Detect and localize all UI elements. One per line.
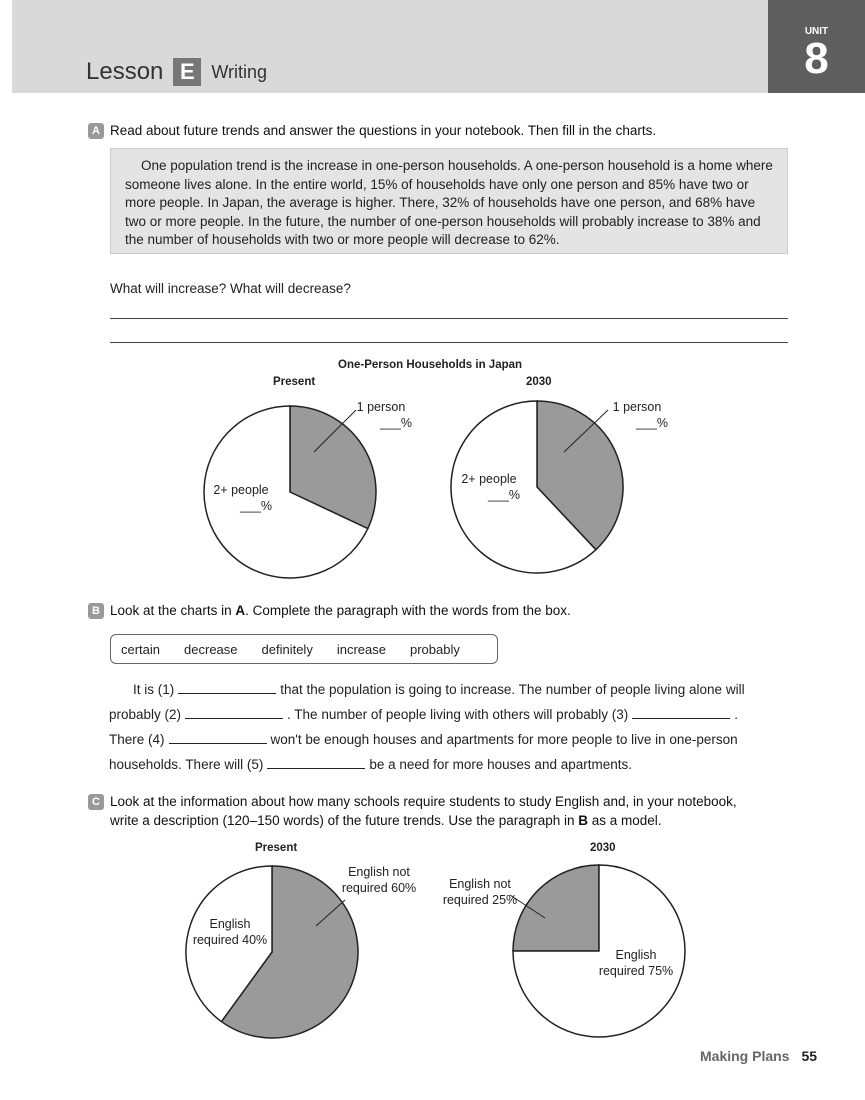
reading-passage: One population trend is the increase in one-person households. A one-person household is a home where someone lives alone. In the entire world, 15% of households have only one person and 85% have two or more people. In Japan, the average is higher. There, 32% of households have one person, and 68% have two or more people. In the future, the number of one-person households will probably increase to 38% and the number of households with two or more people will decrease to 62%. — [110, 148, 788, 254]
chart-c-future-label: 2030 — [590, 842, 616, 854]
word-item: decrease — [184, 641, 238, 657]
word-item: increase — [336, 641, 386, 657]
lesson-subtitle: Writing — [211, 61, 268, 82]
section-c-instruction: Look at the information about how many schools require students to study English and, in your notebook, write a description (120–150 words) of the future trends. Use the paragraph in B as a model. — [110, 794, 737, 828]
question-text: What will increase? What will decrease? — [110, 281, 351, 296]
label-two-plus-present: 2+ people ___% — [213, 483, 272, 513]
label-future-required: English required 75% — [598, 948, 674, 978]
chart-c-present-label: Present — [255, 842, 298, 854]
section-b-instruction: Look at the charts in A. Complete the paragraph with the words from the box. — [110, 603, 571, 618]
word-item: definitely — [261, 641, 313, 657]
section-a-letter: A — [88, 123, 104, 139]
paragraph-line-4: households. There will (5) be a need for more houses and apartments. — [109, 757, 632, 772]
pie-slice — [513, 865, 599, 951]
word-item: certain — [121, 641, 161, 657]
label-present-required: English required 40% — [192, 917, 268, 947]
chart-present-label: Present — [273, 376, 316, 388]
section-b-letter: B — [88, 603, 104, 619]
label-present-not-required: English not required 60% — [341, 865, 417, 895]
blank-2[interactable] — [185, 707, 283, 719]
blank-3[interactable] — [632, 707, 730, 719]
section-a-instruction: Read about future trends and answer the questions in your notebook. Then fill in the charts. — [110, 123, 657, 138]
lesson-word: Lesson — [86, 58, 164, 85]
paragraph-line-1: It is (1) that the population is going to increase. The number of people living alone will — [133, 682, 745, 697]
page-number: 55 — [801, 1048, 818, 1064]
paragraph-line-3: There (4) won't be enough houses and apartments for more people to live in one-person — [109, 732, 738, 747]
blank-4[interactable] — [169, 732, 267, 744]
unit-number: 8 — [804, 34, 829, 83]
lesson-letter-badge: E — [173, 58, 201, 86]
blank-5[interactable] — [267, 757, 365, 769]
page-footer — [700, 1048, 817, 1064]
footer-unit-title: Making Plans — [700, 1048, 790, 1064]
label-one-person-2030: 1 person ___% — [612, 400, 668, 430]
word-item: probably — [409, 641, 460, 657]
word-box — [110, 634, 498, 664]
label-one-person-present: 1 person ___% — [356, 400, 412, 430]
label-future-not-required: English not required 25% — [442, 877, 518, 907]
paragraph-line-2: probably (2) . The number of people living with others will probably (3) . — [109, 707, 738, 722]
chart-future-label: 2030 — [526, 376, 552, 388]
section-c-letter: C — [88, 794, 104, 810]
label-two-plus-2030: 2+ people ___% — [461, 472, 520, 502]
blank-1[interactable] — [178, 682, 276, 694]
chart-title: One-Person Households in Japan — [338, 359, 523, 371]
unit-label: UNIT — [804, 26, 829, 37]
